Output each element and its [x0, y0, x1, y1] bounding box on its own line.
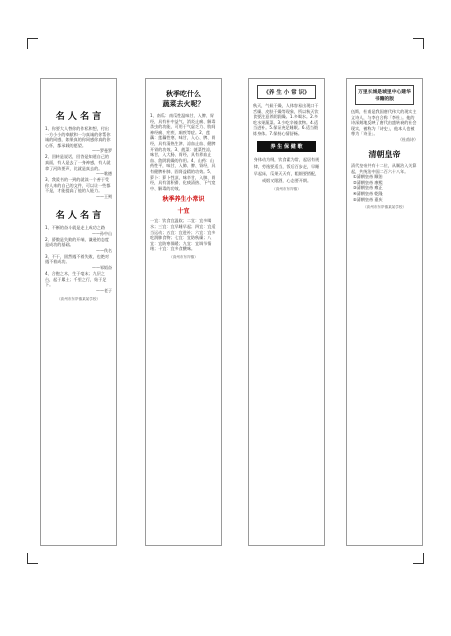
strip2-section-title: 十宜 [177, 208, 190, 216]
quote-text: 1、你要大人替你的作私和想，付出一方小小的奉献和一与真诚的你帮你诚的同感，如果真的你同感你真的你心怀，都承载的愿望。 [45, 126, 111, 148]
bookmark-autumn-vegetables [145, 78, 222, 546]
quote-attr: ——佚名 [96, 247, 112, 253]
strip3-footer: （高州市东岸镇） [272, 186, 301, 191]
quote-attr: ——邹韬奋 [92, 264, 112, 270]
bookmark-qing-emperors [346, 78, 423, 546]
strip3-title: 《养 生 小 常 识》 [257, 85, 316, 99]
crop-corner-tl [27, 38, 38, 49]
quote-attr: ——歌德 [96, 171, 112, 177]
strip1-footer: （高州市东岸镇某某学校） [56, 296, 101, 301]
emperor-list-item: ③清朝皇帝 雍正 [353, 185, 383, 191]
strip2-section: 秋季养生小常识 [162, 196, 205, 204]
strip2-list: 一宜：饮食宜温软；二宜：宜多喝水；三宜：宜早睡早起；四宜：宜适当运动；五宜：宜进补；六宜：宜多吃润肺食物；七宜：宜防秋燥；八宜：宜防寒保暖；九宜：宜调节情绪；十宜：宜多食酸味。 [150, 218, 216, 252]
strip1-quotes [41, 126, 116, 200]
strip4-attr: （杜甫诗） [398, 136, 418, 142]
strip2-body: 1、南瓜：南瓜性温味甘，入脾、胃经，具有补中益气、消炎止痛、解毒杀虫的功能，可用于气虚乏力、肋间神经痛、疟疾、痢疾等症。2、莲藕：莲藕性寒，味甘，入心、脾、胃经，具有清热生津、凉血止血、健脾开胃的功效。3、菠菜：菠菜性凉，味甘，入大肠、胃经，具有养血止血、敛阴润燥的作用。4、山药：山药性平，味甘，入肺、脾、肾经，具有健脾补肺、固肾益精的功效。5、萝卜：萝卜性凉，味辛甘，入肺、胃经，具有消积滞、化痰清热、下气宽中、解毒的功效。 [150, 113, 216, 191]
crop-corner-br [413, 553, 424, 564]
crop-corner-tr [413, 38, 424, 49]
strip2-title: 秋季吃什么 蔬菜去火呢？ [162, 89, 205, 108]
emperor-list-item: ④清朝皇帝 乾隆 [353, 190, 383, 196]
strip3-poem-title: 养 生 保 健 歌 [257, 141, 316, 152]
emperor-list-item: ⑤清朝皇帝 嘉庆 [353, 196, 383, 202]
quote-text: 4、合抱之木，生于毫末；九层之台，起于累土；千里之行，始于足下。 [45, 270, 107, 288]
crop-corner-bl [27, 553, 38, 564]
bookmark-health-tips [248, 78, 325, 546]
strip1-section2: 名 人 名 言 [55, 210, 102, 221]
strip1-title: 名 人 名 言 [55, 112, 102, 122]
quote-text: 2、骄傲是失败的开端，谦逊的态度是成功的基础。 [45, 236, 110, 248]
ornament-top [41, 79, 116, 109]
quote-attr: ——罗曼罗 [92, 148, 112, 154]
quote-text: 3、我爱书的一到的就读一个善于受你人来的自己的文件，可以让一些都不是，才能提高了他的人能力。 [45, 177, 111, 194]
bookmark-famous-quotes [40, 78, 117, 546]
strip3-body: 秋天，气候干燥，人体容易出现口干舌燥、皮肤干燥等现象，所以秋天饮食要注意养阴润燥。1.多喝水。2.多吃水果蔬菜。3.少吃辛辣食物。4.适当进补。5.保证充足睡眠。6.适当锻炼身体。7.保持心情舒畅。 [253, 103, 319, 136]
emperor-list-item: ①清朝皇帝 顺治 [353, 174, 383, 180]
strip4-body2: 清代皇帝共有十二位，从顺治入关算起，共统治中国二百六十八年。 [351, 162, 417, 174]
strip4-footer: （高州市东岸镇某某学校） [362, 205, 407, 210]
strip3-poem: 身体动为纲，饮食素为常，起居有规律，劳逸要适当，饭后百步走，早睡早起床，瓜果天天有，粗细要搭配，戒烟又限酒，心态要开朗。 [253, 156, 320, 183]
emperor-list-item: ②清朝皇帝 康熙 [353, 179, 383, 185]
quote-attr: ——孙中山 [92, 230, 112, 236]
strip2-footer: （高州市东岸镇） [169, 254, 198, 259]
strip4-body: 伍斯，杜甫是我国唐代伟大的现实主义诗人，与李白合称「李杜」。他的诗深刻地反映了唐代由盛转衰的社会现实，被称为「诗史」，他本人也被尊为「诗圣」。 [351, 109, 417, 137]
quote-attr: ——老子 [96, 287, 112, 293]
quote-text: 2、回转是说话，回答是知道自己的真面，有人是去了一身神感，有人就拿了河阵要声，比就是真去的。 [45, 154, 111, 171]
quote-attr: ——王朔 [96, 193, 112, 199]
strip4-list [347, 174, 422, 202]
strip4-title: 万里长城是城里中心建华书籍的版 [355, 85, 414, 105]
quote-text: 3、不干，固然遇不着失败，也绝对遇不着成功。 [45, 253, 110, 265]
quote-text: 1、不断的奋斗就是走上成功之路 [45, 224, 105, 230]
strip1-quotes2 [41, 225, 116, 294]
strip4-section: 清朝皇帝 [368, 148, 401, 159]
